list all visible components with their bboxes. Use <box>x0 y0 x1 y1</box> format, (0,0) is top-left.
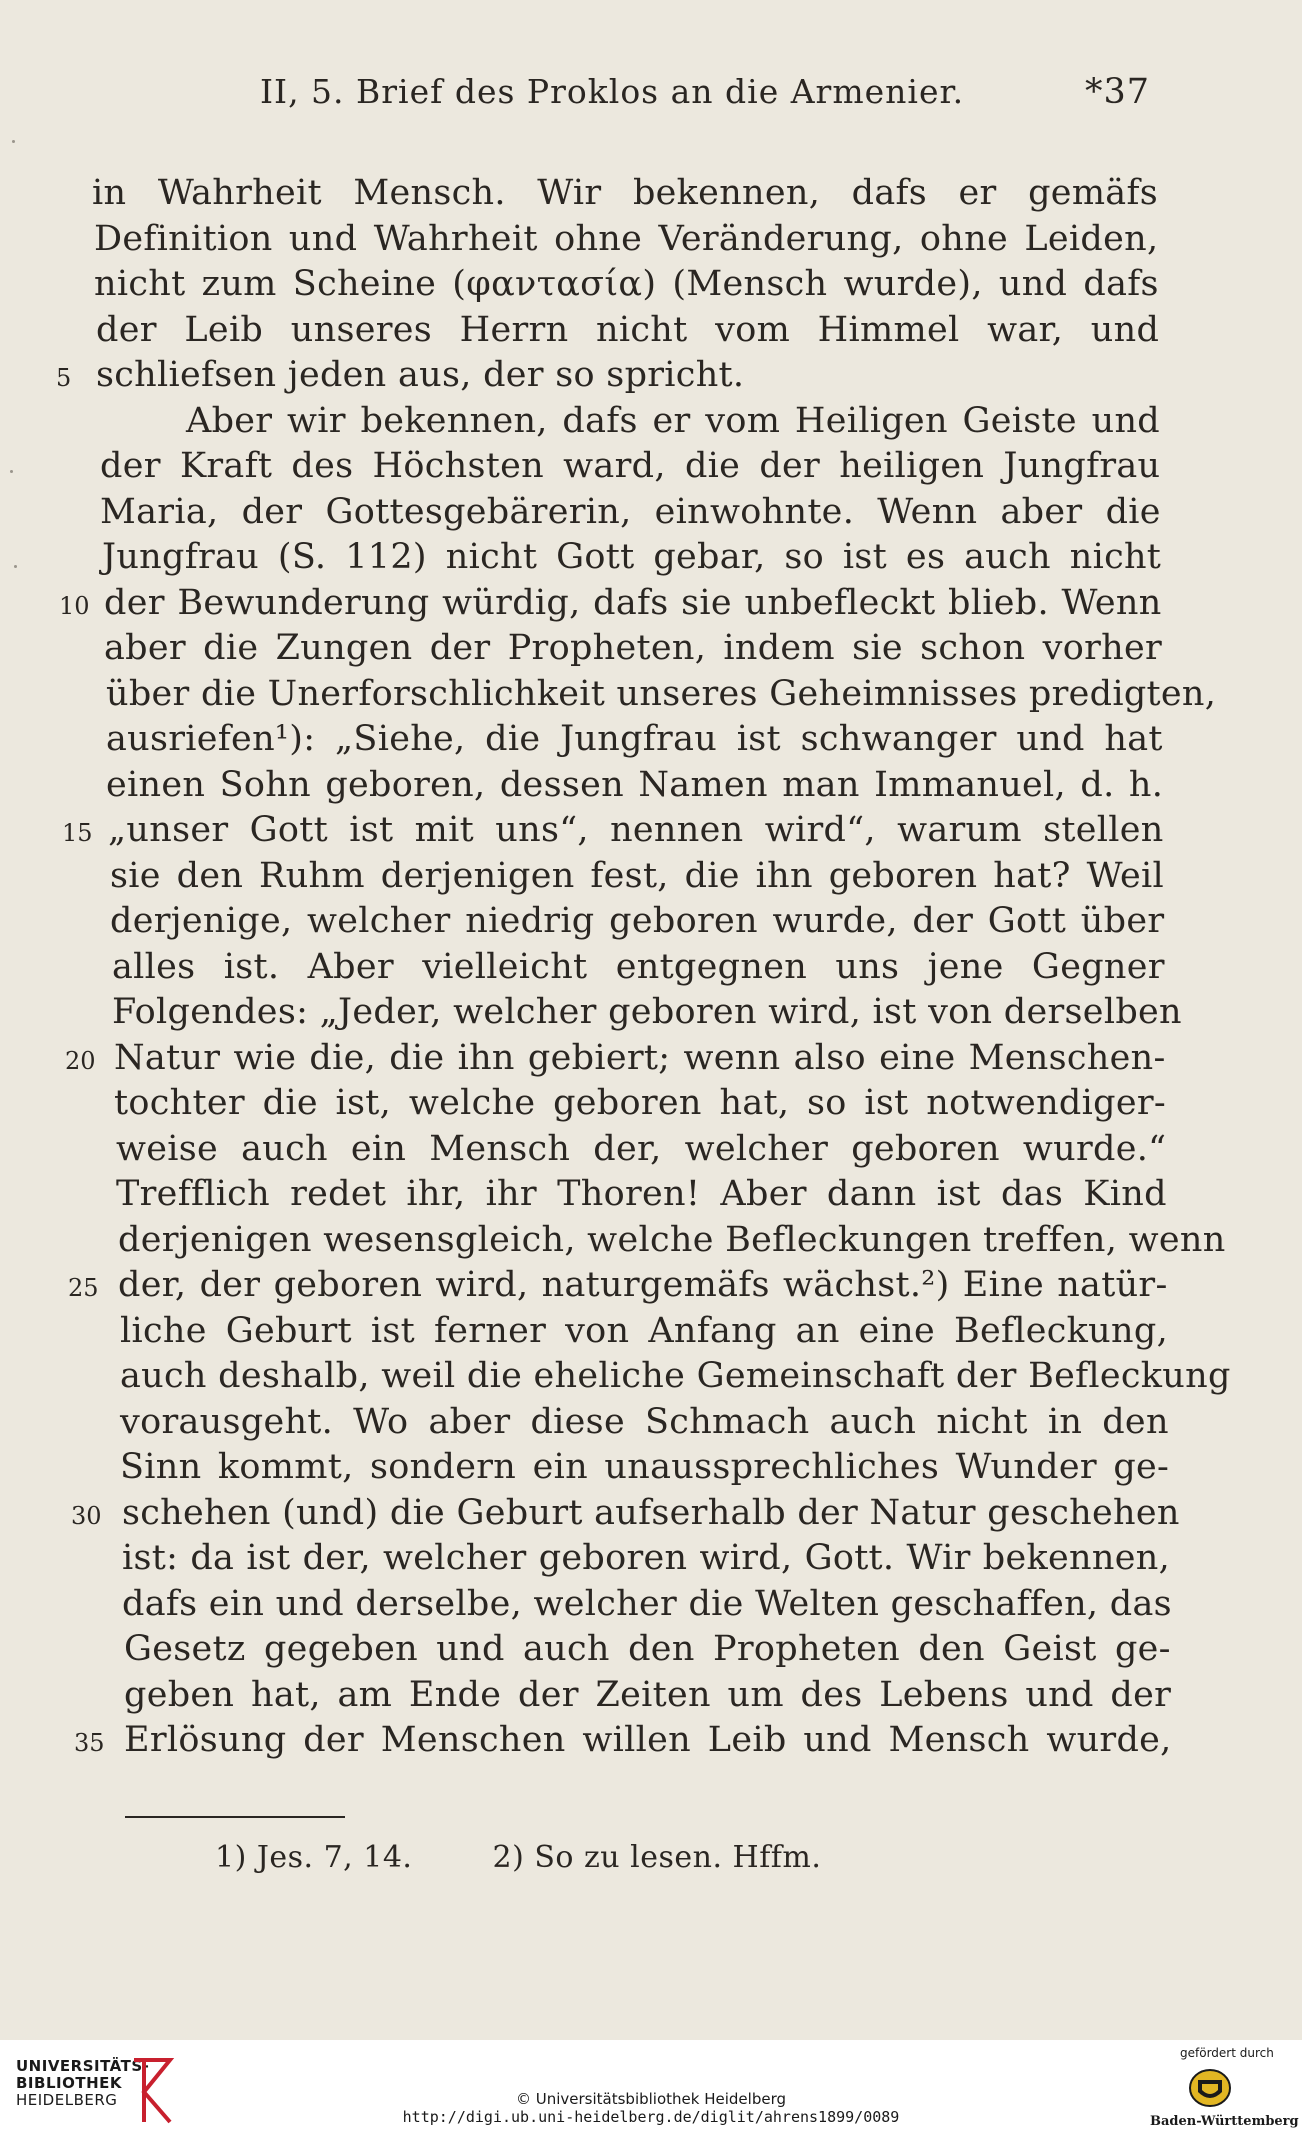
text-line-35: Erlösung der Menschen willen Leib und Mensch wurde, <box>124 1720 1172 1760</box>
state-coat-of-arms-icon <box>1188 2066 1232 2110</box>
text-line-15: „unser Gott ist mit uns“, nennen wird“, warum stellen <box>108 810 1164 850</box>
text-line-27: auch deshalb, weil die eheliche Gemeinschaft der Befleckung <box>120 1356 1231 1396</box>
text-line-22: weise auch ein Mensch der, welcher geboren wurde.“ <box>116 1128 1167 1169</box>
running-title: II, 5. Brief des Proklos an die Armenier. <box>260 72 965 111</box>
line-number: 15 <box>62 819 93 847</box>
footnotes <box>215 1840 821 1875</box>
text-line-23: Trefflich redet ihr, ihr Thoren! Aber dann ist das Kind <box>116 1174 1167 1214</box>
text-line-3: nicht zum Scheine (φαντασία) (Mensch wurde), und dafs <box>94 264 1159 304</box>
text-line-2: Definition und Wahrheit ohne Veränderung, ohne Leiden, <box>94 218 1159 259</box>
text-line-26: liche Geburt ist ferner von Anfang an eine Befleckung, <box>120 1310 1168 1351</box>
text-line-21: tochter die ist, welche geboren hat, so ist notwendiger- <box>114 1083 1166 1123</box>
text-line-24: derjenigen wesensgleich, welche Befleckungen treffen, wenn <box>118 1219 1226 1260</box>
text-line-32: dafs ein und derselbe, welcher die Welten geschaffen, das <box>122 1583 1172 1624</box>
text-line-1: in Wahrheit Mensch. Wir bekennen, dafs er gemäfs <box>92 173 1158 213</box>
line-number: 20 <box>65 1046 96 1075</box>
line-number: 25 <box>68 1274 99 1302</box>
text-line-12: über die Unerforschlichkeit unseres Geheimnisses predigten, <box>106 673 1217 714</box>
footnote-1: 1) Jes. 7, 14. <box>215 1840 413 1875</box>
text-line-10: der Bewunderung würdig, dafs sie unbefleckt blieb. Wenn <box>104 582 1162 623</box>
text-line-25: der, der geboren wird, naturgemäfs wächst.²) Eine natür- <box>118 1265 1168 1305</box>
copyright-notice: © Universitätsbibliothek Heidelberg <box>515 2090 786 2108</box>
text-line-8: Maria, der Gottesgebärerin, einwohnte. Wenn aber die <box>100 491 1161 532</box>
text-line-29: Sinn kommt, sondern ein unaussprechliches Wunder ge- <box>120 1447 1170 1487</box>
permalink-url[interactable]: http://digi.ub.uni-heidelberg.de/diglit/ahrens1899/0089 <box>402 2108 900 2126</box>
text-line-9: Jungfrau (S. 112) nicht Gott gebar, so ist es auch nicht <box>102 537 1162 577</box>
scan-speck <box>14 565 17 568</box>
line-number: 5 <box>56 364 72 392</box>
scan-speck <box>12 140 15 143</box>
text-line-6: Aber wir bekennen, dafs er vom Heiligen Geiste und <box>186 400 1160 441</box>
text-line-7: der Kraft des Höchsten ward, die der heiligen Jungfrau <box>100 446 1161 486</box>
text-line-16: sie den Ruhm derjenigen fest, die ihn geboren hat? Weil <box>110 855 1164 896</box>
footnote-2: 2) So zu lesen. Hffm. <box>492 1840 822 1875</box>
footer-bar <box>0 2040 1302 2136</box>
text-line-11: aber die Zungen der Propheten, indem sie schon vorher <box>104 628 1162 668</box>
line-number: 30 <box>71 1501 102 1530</box>
text-line-34: geben hat, am Ende der Zeiten um des Lebens und der <box>124 1674 1172 1715</box>
library-name-line-3: HEIDELBERG <box>16 2091 118 2109</box>
line-number: 35 <box>74 1729 105 1757</box>
footnote-rule <box>125 1816 345 1818</box>
page-number: *37 <box>1084 72 1150 112</box>
scan-speck <box>10 470 13 473</box>
text-line-18: alles ist. Aber vielleicht entgegnen uns jene Gegner <box>112 946 1165 987</box>
sponsor-label: gefördert durch <box>1180 2046 1274 2060</box>
library-name-line-1: UNIVERSITÄTS- <box>16 2057 150 2075</box>
line-number: 10 <box>59 591 90 620</box>
text-line-20: Natur wie die, die ihn gebiert; wenn also eine Menschen- <box>114 1037 1166 1078</box>
text-line-5: schliefsen jeden aus, der so spricht. <box>96 355 745 395</box>
text-line-28: vorausgeht. Wo aber diese Schmach auch nicht in den <box>120 1401 1169 1442</box>
text-line-33: Gesetz gegeben und auch den Propheten den Geist ge- <box>124 1629 1171 1669</box>
text-line-14: einen Sohn geboren, dessen Namen man Immanuel, d. h. <box>106 764 1164 805</box>
page-header <box>260 72 1150 122</box>
sponsor-name: Baden-Württemberg <box>1150 2114 1299 2129</box>
text-line-4: der Leib unseres Herrn nicht vom Himmel war, und <box>96 309 1160 350</box>
text-line-31: ist: da ist der, welcher geboren wird, Gott. Wir bekennen, <box>122 1538 1170 1578</box>
text-line-19: Folgendes: „Jeder, welcher geboren wird, ist von derselben <box>112 992 1182 1032</box>
text-line-17: derjenige, welcher niedrig geboren wurde, der Gott über <box>110 901 1165 941</box>
library-name-line-2: BIBLIOTHEK <box>16 2074 122 2092</box>
text-line-13: ausriefen¹): „Siehe, die Jungfrau ist schwanger und hat <box>106 719 1163 759</box>
text-line-30: schehen (und) die Geburt aufserhalb der Natur geschehen <box>122 1492 1180 1533</box>
